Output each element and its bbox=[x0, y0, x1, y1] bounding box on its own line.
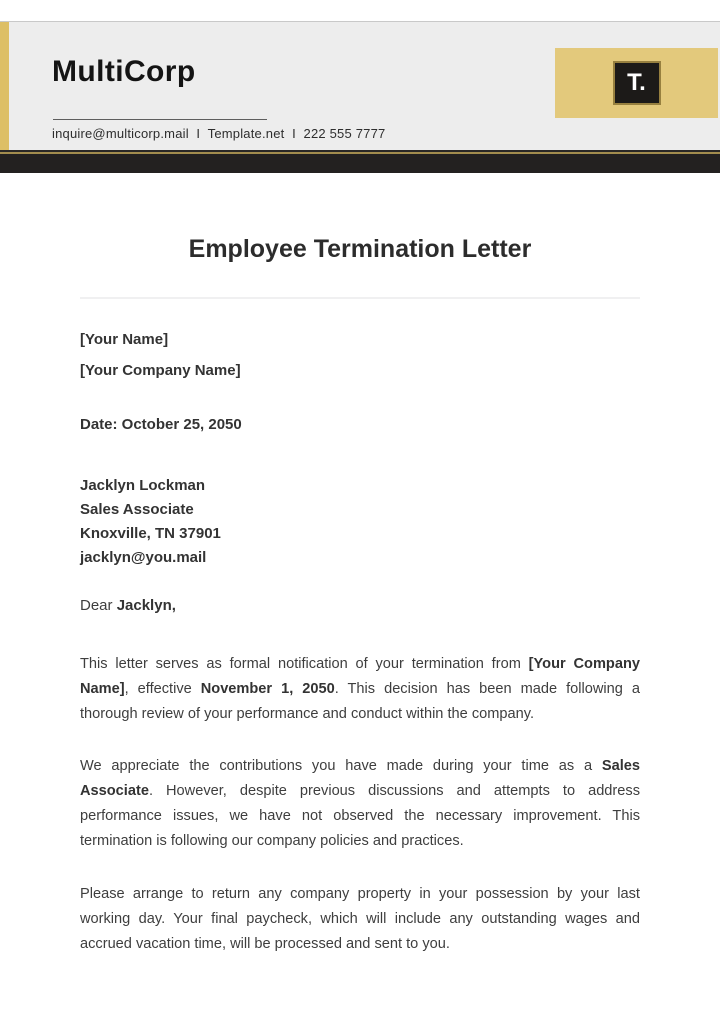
letterhead bbox=[0, 21, 720, 150]
accent-bar-black bbox=[0, 154, 720, 173]
accent-bar bbox=[0, 150, 720, 173]
salutation-name: Jacklyn, bbox=[116, 597, 176, 614]
date-line: Date: October 25, 2050 bbox=[80, 416, 242, 433]
recipient-email: jacklyn@you.mail bbox=[80, 549, 207, 566]
logo-gold-panel bbox=[555, 48, 718, 118]
gold-accent-stripe bbox=[0, 22, 9, 150]
recipient-block bbox=[80, 474, 640, 570]
letter-body bbox=[80, 174, 640, 957]
paragraph-property-return: Please arrange to return any company property in your possession by your last working day. Your final paycheck, which will include any outstanding wages and accrued vacation time, will be processed and sent to you. bbox=[80, 886, 640, 952]
template-t-logo-icon: T. bbox=[613, 61, 661, 105]
salutation-prefix: Dear bbox=[80, 597, 117, 614]
header-divider-line bbox=[53, 119, 267, 120]
recipient-name: Jacklyn Lockman bbox=[80, 477, 206, 494]
paragraph-termination-notice: This letter serves as formal notification of your termination from [Your Company Name], effective November 1, 2050. This decision has been made following a thorough review of your performance and conduct within the company. bbox=[80, 656, 640, 722]
page-title: Employee Termination Letter bbox=[188, 235, 532, 263]
recipient-address: Knoxville, TN 37901 bbox=[80, 525, 221, 542]
sender-name-placeholder: [Your Name] bbox=[80, 331, 169, 348]
salutation bbox=[80, 596, 640, 616]
contact-info: inquire@multicorp.mail I Template.net I 222 555 7777 bbox=[52, 126, 386, 141]
title-divider-line bbox=[80, 297, 640, 299]
sender-company-placeholder: [Your Company Name] bbox=[80, 362, 241, 379]
paragraph-appreciation: We appreciate the contributions you have made during your time as a Sales Associate. However, despite previous discussions and attempts to address performance issues, we have not observed the necessary improvement. This termination is following our company policies and practices. bbox=[80, 758, 640, 849]
company-name: MultiCorp bbox=[52, 55, 196, 88]
recipient-job-title: Sales Associate bbox=[80, 501, 194, 518]
